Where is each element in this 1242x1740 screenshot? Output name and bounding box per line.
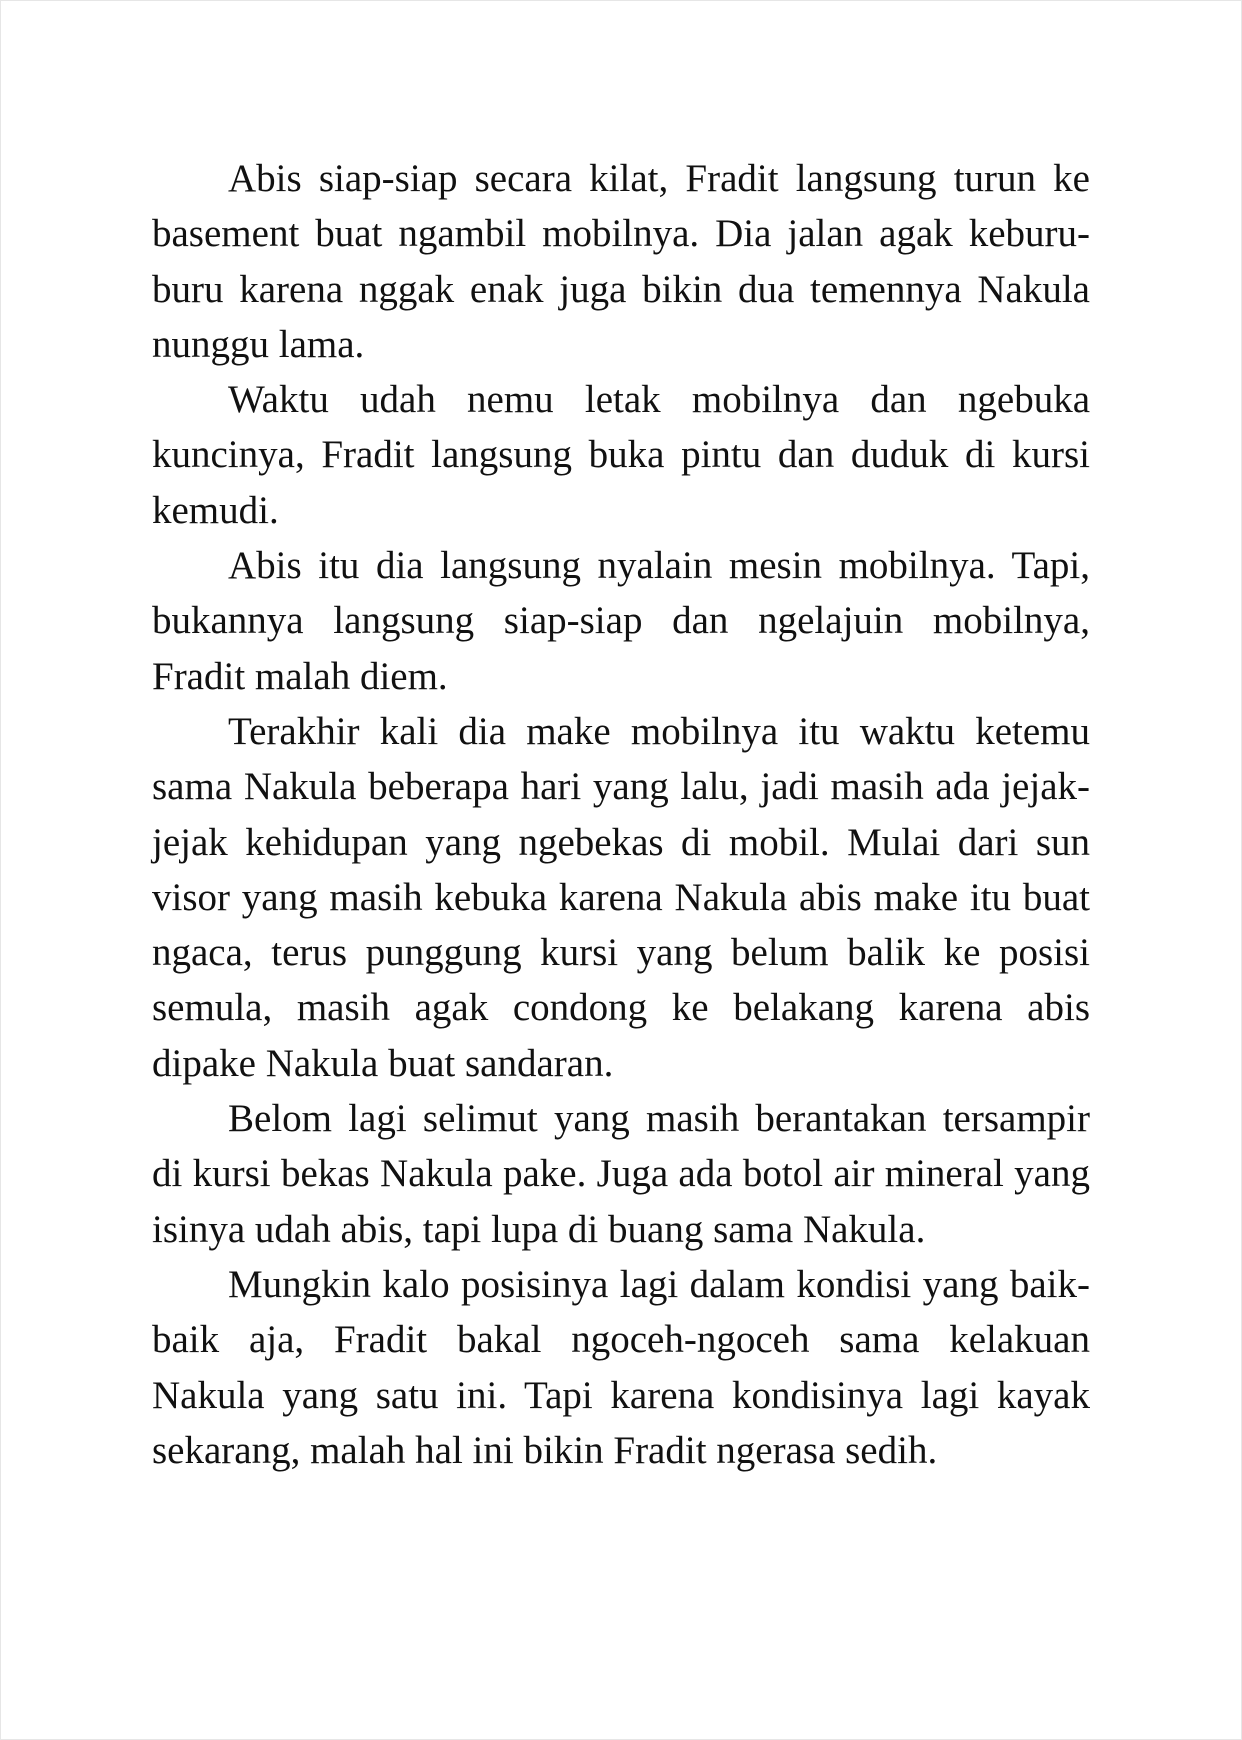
story-text — [152, 151, 1090, 1478]
paragraph-4: Terakhir kali dia make mobilnya itu waktu ketemu sama Nakula beberapa hari yang lalu, jadi masih ada jejak-jejak kehidupan yang ngebekas di mobil. Mulai dari sun visor yang masih kebuka karena Nakula abis make itu buat ngaca, terus punggung kursi yang belum balik ke posisi semula, masih agak condong ke belakang karena abis dipake Nakula buat sandaran. — [152, 709, 1090, 1085]
paragraph-6: Mungkin kalo posisinya lagi dalam kondisi yang baik-baik aja, Fradit bakal ngoceh-ngoceh sama kelakuan Nakula yang satu ini. Tapi karena kondisinya lagi kayak sekarang, malah hal ini bikin Fradit ngerasa sedih. — [152, 1262, 1090, 1472]
paragraph-3: Abis itu dia langsung nyalain mesin mobilnya. Tapi, bukannya langsung siap-siap dan ngelajuin mobilnya, Fradit malah diem. — [152, 544, 1090, 698]
paragraph-2: Waktu udah nemu letak mobilnya dan ngebuka kuncinya, Fradit langsung buka pintu dan duduk di kursi kemudi. — [152, 378, 1090, 532]
paragraph-1: Abis siap-siap secara kilat, Fradit langsung turun ke basement buat ngambil mobilnya. Dia jalan agak keburu-buru karena nggak enak juga bikin dua temennya Nakula nunggu lama. — [152, 157, 1090, 366]
paragraph-5: Belom lagi selimut yang masih berantakan tersampir di kursi bekas Nakula pake. Juga ada botol air mineral yang isinya udah abis, tapi lupa di buang sama Nakula. — [152, 1097, 1090, 1251]
